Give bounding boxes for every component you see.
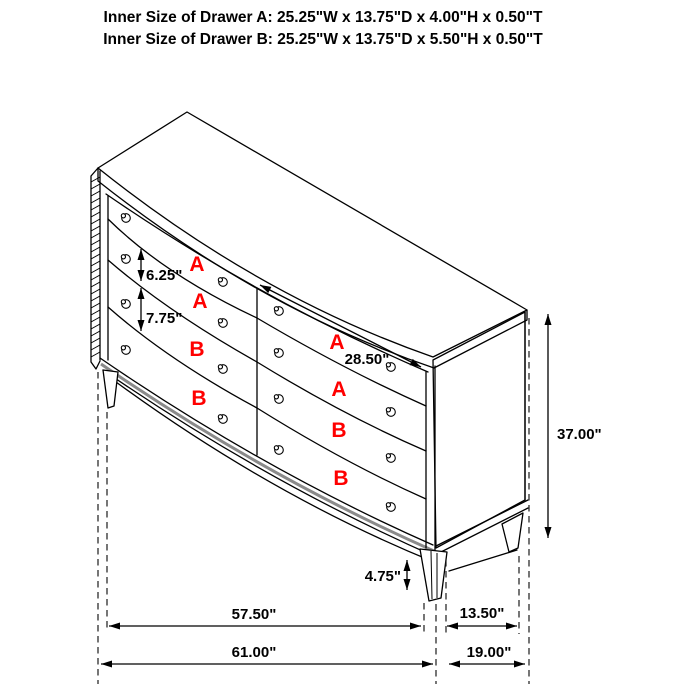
drawer-knob (386, 454, 395, 463)
dimension-label: 19.00" (466, 644, 512, 661)
drawer-letter: A (331, 378, 347, 401)
drawer-knob (274, 349, 283, 358)
drawer-knob (386, 503, 395, 512)
dimension-label: 7.75" (146, 310, 183, 327)
drawer-knob (274, 446, 283, 455)
dimension-label: 6.25" (146, 267, 183, 284)
dimension-leg-height (365, 560, 407, 590)
base-molding (100, 358, 436, 562)
front-left-leg (103, 370, 118, 408)
dimension-label: 57.50" (231, 606, 277, 623)
drawer-letter: A (329, 331, 345, 354)
dimension-label: 28.50" (344, 351, 390, 368)
dimension-width-between-legs (109, 606, 421, 626)
drawer-knob (274, 395, 283, 404)
dimension-depth-between-legs (447, 605, 517, 626)
dimension-label: 13.50" (459, 605, 505, 622)
drawer-knob (121, 214, 130, 223)
dimension-drawer-b-front-height (141, 288, 182, 331)
dresser-drawing (91, 112, 528, 601)
drawer-knob (274, 307, 283, 316)
drawer-knob (218, 319, 227, 328)
title-line-drawer-b: Inner Size of Drawer B: 25.25"W x 13.75"D x 5.50"H x 0.50"T (103, 31, 543, 48)
drawer-knob (218, 415, 227, 424)
dimension-label: 4.75" (364, 568, 401, 585)
drawer-knob (386, 408, 395, 417)
drawer-letter: B (333, 467, 349, 490)
drawer-knob (218, 365, 227, 374)
dimension-label: 61.00" (231, 644, 277, 661)
dimension-overall-height (548, 314, 602, 538)
drawer-knob (218, 278, 227, 287)
drawer-letter: A (192, 290, 208, 313)
drawer-letter: A (189, 253, 205, 276)
left-end-hatching (91, 177, 100, 357)
drawer-knob (121, 300, 130, 309)
front-right-leg (420, 549, 447, 601)
dimension-drawer-a-front-height (141, 249, 182, 284)
dimension-label: 37.00" (557, 426, 602, 443)
drawer-letter: B (191, 387, 207, 410)
drawer-letter: B (189, 338, 205, 361)
drawer-knob (121, 255, 130, 264)
dimension-overall-width (101, 644, 433, 664)
drawer-knob (121, 346, 130, 355)
title-line-drawer-a: Inner Size of Drawer A: 25.25"W x 13.75"D x 4.00"H x 0.50"T (103, 9, 543, 26)
drawer-letter: B (331, 419, 347, 442)
dimension-overall-depth (449, 644, 525, 664)
